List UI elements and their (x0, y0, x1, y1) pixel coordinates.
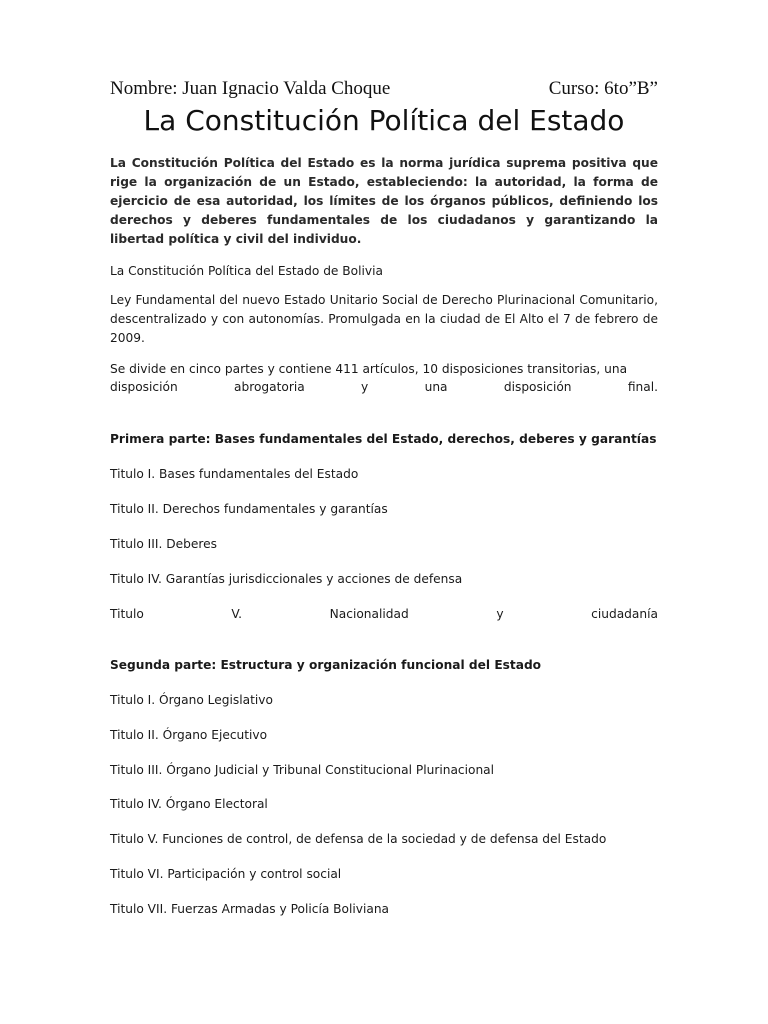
divide-word: final. (627, 380, 658, 394)
parte2-item: Titulo VI. Participación y control social (110, 867, 342, 881)
divide-word: disposición (503, 380, 572, 394)
intro-paragraph: La Constitución Política del Estado es la norma jurídica suprema positiva que rige la organización de un Estado, estableciendo: la autoridad, la forma de ejercicio de esa autoridad, los límites de los órganos públicos, definiendo los derechos y deberes fundamentales de los ciudadanos y garantizando la libertad política y civil del individuo. (110, 156, 658, 246)
parte1-last-word: V. (231, 607, 243, 621)
parte1-last-word: Nacionalidad (329, 607, 409, 621)
parte1-item: Titulo IV. Garantías jurisdiccionales y acciones de defensa (110, 572, 463, 586)
parte2-item: Titulo V. Funciones de control, de defensa de la sociedad y de defensa del Estado (110, 832, 607, 846)
document-title: La Constitución Política del Estado (143, 104, 625, 137)
divide-word: y (361, 380, 369, 394)
parte1-item: Titulo I. Bases fundamentales del Estado (110, 467, 359, 481)
bolivia-heading: La Constitución Política del Estado de Bolivia (110, 264, 383, 278)
parte1-last-word: ciudadanía (591, 607, 658, 621)
parte1-item: Titulo III. Deberes (110, 537, 217, 551)
divide-line-2 (110, 378, 658, 396)
student-header (110, 78, 658, 102)
parte2-item: Titulo VII. Fuerzas Armadas y Policía Boliviana (110, 902, 390, 916)
divide-word: abrogatoria (234, 380, 305, 394)
parte2-heading: Segunda parte: Estructura y organización funcional del Estado (110, 658, 542, 672)
student-course: Curso: 6to”B” (548, 78, 658, 99)
divide-word: disposición (110, 380, 178, 394)
parte2-item: Titulo IV. Órgano Electoral (110, 797, 268, 811)
divide-word: una (424, 380, 448, 394)
divide-line-1: Se divide en cinco partes y contiene 411 artículos, 10 disposiciones transitorias, una (110, 362, 628, 376)
document-page (110, 0, 658, 1024)
parte2-item: Titulo II. Órgano Ejecutivo (110, 728, 268, 742)
student-name: Nombre: Juan Ignacio Valda Choque (110, 78, 391, 99)
parte1-heading: Primera parte: Bases fundamentales del Estado, derechos, deberes y garantías (110, 432, 657, 446)
parte2-item: Titulo I. Órgano Legislativo (110, 693, 273, 707)
parte2-item: Titulo III. Órgano Judicial y Tribunal Constitucional Plurinacional (110, 763, 495, 777)
parte1-item-last (110, 605, 658, 623)
parte1-last-word: Titulo (110, 607, 144, 621)
parte1-item: Titulo II. Derechos fundamentales y garantías (110, 502, 388, 516)
ley-paragraph: Ley Fundamental del nuevo Estado Unitario Social de Derecho Plurinacional Comunitario, descentralizado y con autonomías. Promulgada en la ciudad de El Alto el 7 de febrero de 2009. (110, 293, 658, 345)
parte1-last-word: y (496, 607, 504, 621)
